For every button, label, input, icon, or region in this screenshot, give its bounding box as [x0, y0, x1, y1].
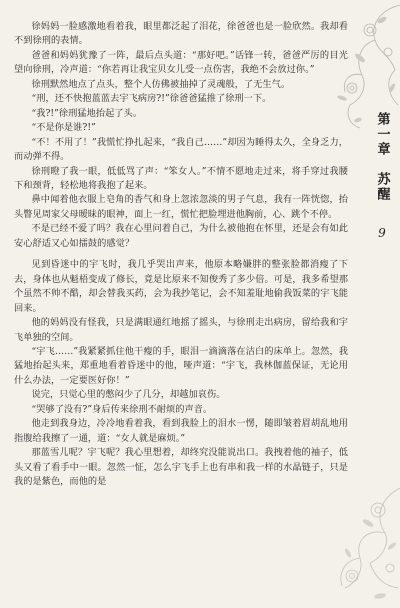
- paragraph-1: 徐妈妈一脸感激地看着我，眼里都泛起了泪花，徐爸爸也是一脸欣然。我却看不到徐刑的表情。: [14, 21, 348, 47]
- chapter-body-text: [14, 20, 348, 605]
- paragraph-9: 鼻中闻着他衣服上皂角的香气和身上忽浓忽淡的男子气息，我有一阵恍惚，抬头瞥见周家父母暧昧的眼神，面上一红，慌忙把脸埋进他胸前，心、跳个不停。: [14, 194, 348, 220]
- chapter-title: 苏醒: [374, 171, 390, 202]
- paragraph-13: “宇飞……”我紧紧抓住他干瘦的手，眼泪一滴滴落在洁白的床单上。忽然，我猛地抬起头来，郑重地看着昏迷中的他，哑声道：“宇飞，我林伽蓝保证，无论用什么办法，一定要医好你！”: [14, 345, 348, 386]
- page-number: 9: [378, 225, 386, 240]
- paragraph-14: 说完，只觉心里的憋闷少了几分，却越加哀伤。: [31, 389, 226, 401]
- paragraph-16: 他走到我身边，冷冷地看着我，看到我脸上的泪水一愣，随即皱着眉胡乱地用指腹给我擦了一通，道：“女人就是麻烦。”: [14, 418, 348, 444]
- paragraph-12: 他的妈妈没有怪我，只是满眼通红地摇了摇头，与徐刑走出病房，留给我和宇飞单独的空间。: [14, 317, 348, 343]
- paragraph-5: “我?!”徐刑猛地抬起了头。: [31, 107, 143, 119]
- paragraph-7: “不！不用了！”我慌忙挣扎起来，“我自己……”却因为睡得太久，全身乏力，而动弹不得。: [14, 136, 348, 163]
- paragraph-6: “不是你是谁?!”: [31, 122, 96, 134]
- paragraph-3: 徐刑默然地点了点头，整个人仿佛被抽掉了灵魂般，了无生气。: [31, 78, 291, 90]
- paragraph-11: 见到昏迷中的宇飞时，我几乎哭出声来，他原本略嫌胖的整张脸都消瘦了下去，身体也从魁梧变成了修长，竟是比原来不知俊秀了多少倍。可是，我多希望那个虽然不帅不酷，却会替我买药，会为我抄笔记，会不知羞耻地偷我饭菜的宇飞能回来。: [14, 259, 348, 314]
- paragraph-4: “刑，还不快抱蓝蓝去宇飞病房?!”徐爸爸猛推了徐刑一下。: [31, 93, 272, 105]
- paragraph-15: “哭够了没有?”身后传来徐刑不耐烦的声音。: [31, 403, 213, 415]
- paragraph-2: 爸爸和妈妈犹豫了一阵，最后点头道：“那好吧。”话锋一转，爸爸严厉的目光望向徐刑，冷声道：“你若再让我宝贝女儿受一点伤害，我绝不会放过你。”: [14, 49, 348, 76]
- paragraph-17: 那蓝雪儿呢？宇飞呢？我心里想着，却终究没能说出口。我拽着他的袖子，低头又看了看手中一眼。忽然一怔，怎么宇飞手上也有串和我一样的水晶链子，只是我的是紫色，而他的是: [14, 447, 348, 488]
- paragraph-8: 徐刑瞪了我一眼，低低骂了声：“笨女人。”不情不愿地走过来，将手穿过我腰下和颈背，轻松地将我抱了起来。: [14, 165, 348, 191]
- paragraph-10: 不是已经不爱了吗？我在心里问着自己，为什么被他抱在怀里，还是会有如此安心舒适又心如擂鼓的感觉？: [14, 223, 348, 249]
- running-header: [370, 112, 394, 240]
- chapter-heading: [373, 112, 392, 202]
- chapter-label: 第一章: [374, 112, 390, 157]
